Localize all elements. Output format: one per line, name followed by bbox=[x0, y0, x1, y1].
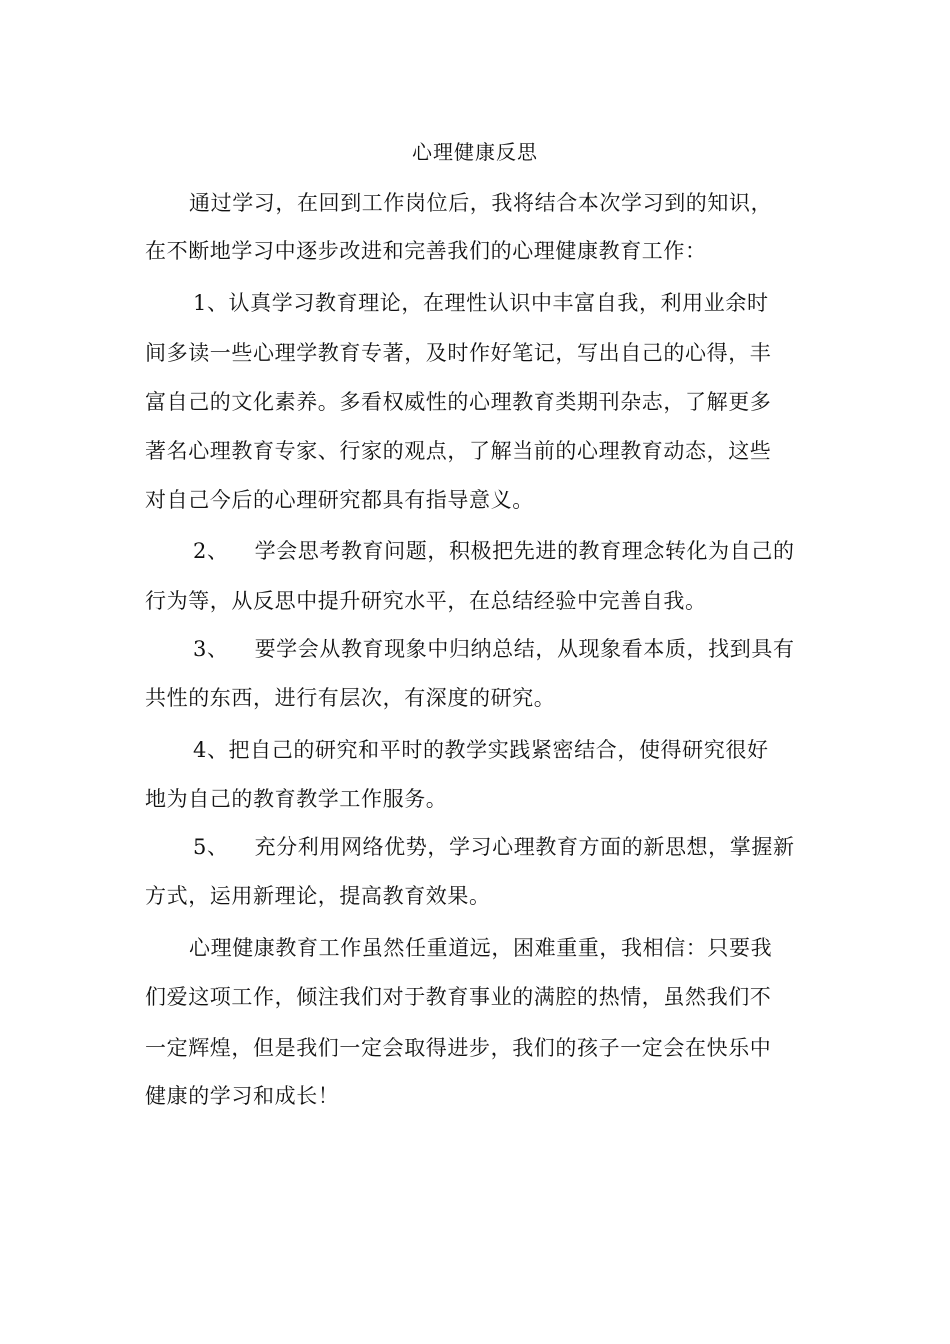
item-1-line-5: 对自己今后的心理研究都具有指导意义。 bbox=[145, 488, 534, 512]
document-title: 心理健康反思 bbox=[412, 140, 538, 164]
item-1-line-4: 著名心理教育专家、行家的观点，了解当前的心理教育动态，这些 bbox=[145, 439, 772, 463]
item-1-line-1: 1、认真学习教育理论，在理性认识中丰富自我，利用业余时 bbox=[193, 291, 769, 315]
item-4-line-2: 地为自己的教育教学工作服务。 bbox=[145, 787, 448, 811]
item-3-marker: 3、 bbox=[193, 637, 229, 661]
item-1-line-3: 富自己的文化素养。多看权威性的心理教育类期刊杂志，了解更多 bbox=[145, 390, 772, 414]
item-3-text: 要学会从教育现象中归纳总结，从现象看本质，找到具有 bbox=[254, 637, 795, 661]
item-2-line-1 bbox=[193, 537, 795, 565]
item-2-marker: 2、 bbox=[193, 539, 229, 563]
item-1-line-2: 间多读一些心理学教育专著，及时作好笔记，写出自己的心得，丰 bbox=[145, 341, 772, 365]
item-5-marker: 5、 bbox=[193, 835, 229, 859]
item-5-line-2: 方式，运用新理论，提高教育效果。 bbox=[145, 884, 491, 908]
item-5-line-1 bbox=[193, 833, 795, 861]
conclusion-line-4: 健康的学习和成长！ bbox=[145, 1084, 340, 1108]
item-2-text: 学会思考教育问题，积极把先进的教育理念转化为自己的 bbox=[254, 539, 795, 563]
item-3-line-2: 共性的东西，进行有层次，有深度的研究。 bbox=[145, 686, 556, 710]
item-3-line-1 bbox=[193, 635, 795, 663]
conclusion-line-2: 们爱这项工作，倾注我们对于教育事业的满腔的热情，虽然我们不 bbox=[145, 985, 772, 1009]
item-4-line-1: 4、把自己的研究和平时的教学实践紧密结合，使得研究很好 bbox=[193, 738, 769, 762]
conclusion-line-3: 一定辉煌，但是我们一定会取得进步，我们的孩子一定会在快乐中 bbox=[145, 1036, 772, 1060]
item-2-line-2: 行为等，从反思中提升研究水平，在总结经验中完善自我。 bbox=[145, 589, 707, 613]
paragraph-intro-line-2: 在不断地学习中逐步改进和完善我们的心理健康教育工作： bbox=[145, 239, 707, 263]
item-5-text: 充分利用网络优势，学习心理教育方面的新思想，掌握新 bbox=[254, 835, 795, 859]
conclusion-line-1: 心理健康教育工作虽然任重道远，困难重重，我相信：只要我 bbox=[189, 936, 773, 960]
paragraph-intro-line-1: 通过学习，在回到工作岗位后，我将结合本次学习到的知识， bbox=[189, 191, 773, 215]
